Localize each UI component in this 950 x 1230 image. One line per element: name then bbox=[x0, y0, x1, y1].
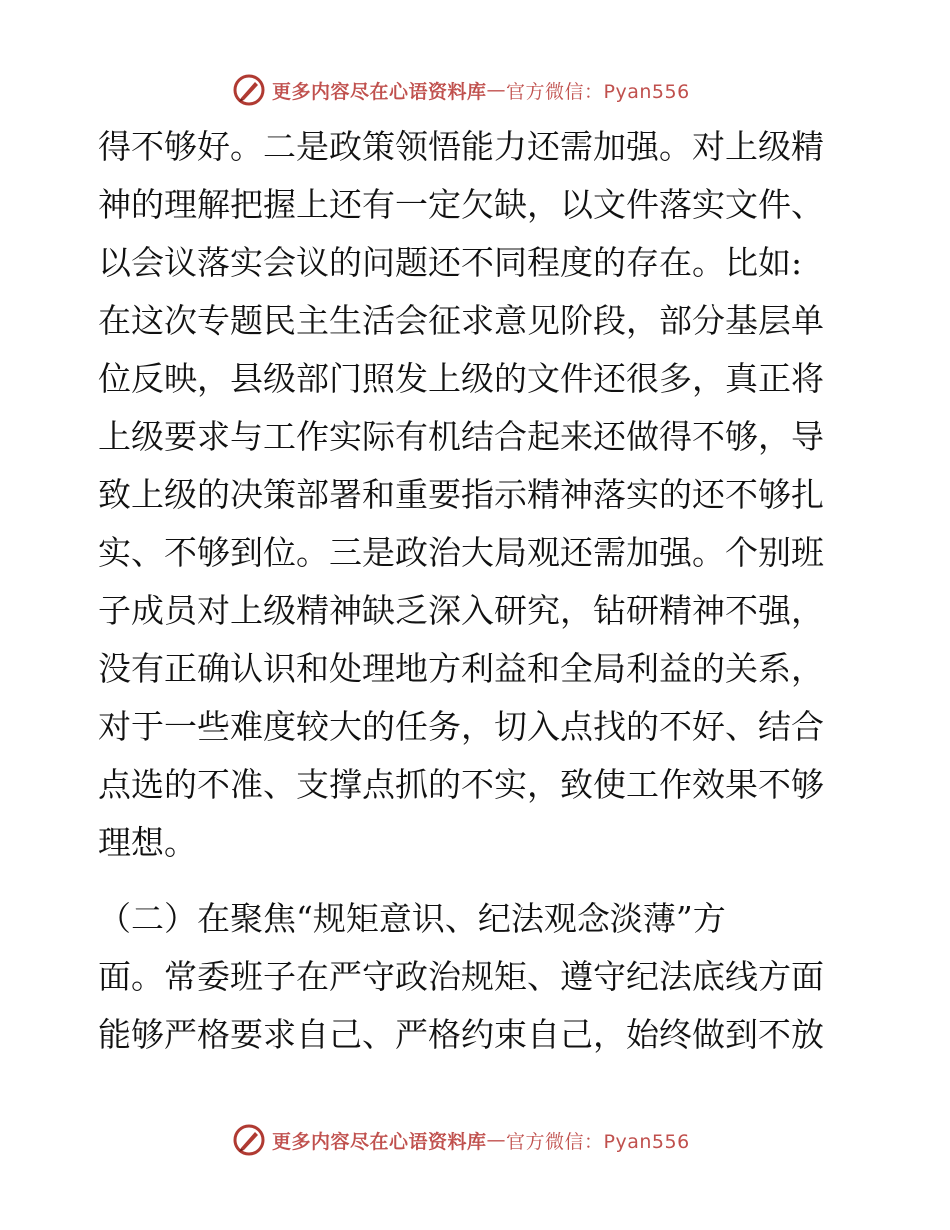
text-line: 上级要求与工作实际有机结合起来还做得不够，导 bbox=[98, 417, 824, 456]
paragraph-2 bbox=[98, 890, 858, 1064]
text-line: 致上级的决策部署和重要指示精神落实的还不够扎 bbox=[98, 475, 824, 514]
watermark-separator: — bbox=[486, 1129, 507, 1151]
text-line: 点选的不准、支撑点抓的不实，致使工作效果不够 bbox=[98, 765, 824, 804]
paragraph-1 bbox=[98, 118, 858, 872]
text-line: 对于一些难度较大的任务，切入点找的不好、结合 bbox=[98, 707, 824, 746]
text-line: 位反映，县级部门照发上级的文件还很多，真正将 bbox=[98, 359, 824, 398]
watermark-contact: 官方微信：Pyan556 bbox=[506, 1130, 690, 1153]
watermark-main-text: 更多内容尽在心语资料库 bbox=[272, 80, 487, 103]
text-line: 理想。 bbox=[98, 823, 197, 862]
text-line: 子成员对上级精神缺乏深入研究，钻研精神不强， bbox=[98, 591, 824, 630]
text-line: 神的理解把握上还有一定欠缺，以文件落实文件、 bbox=[98, 185, 824, 224]
pen-logo-icon bbox=[232, 1123, 266, 1157]
text-line: 实、不够到位。三是政治大局观还需加强。个别班 bbox=[98, 533, 824, 572]
watermark-contact: 官方微信：Pyan556 bbox=[506, 80, 690, 103]
footer-watermark bbox=[232, 1122, 690, 1158]
text-line: 能够严格要求自己、严格约束自己，始终做到不放 bbox=[98, 1015, 824, 1054]
watermark-separator: — bbox=[486, 79, 507, 101]
text-line: 没有正确认识和处理地方利益和全局利益的关系， bbox=[98, 649, 824, 688]
pen-logo-icon bbox=[232, 73, 266, 107]
text-line: 在这次专题民主生活会征求意见阶段，部分基层单 bbox=[98, 301, 824, 340]
text-line: 得不够好。二是政策领悟能力还需加强。对上级精 bbox=[98, 127, 824, 166]
watermark-main-text: 更多内容尽在心语资料库 bbox=[272, 1130, 487, 1153]
section-heading-line: （二）在聚焦“规矩意识、纪法观念淡薄”方 bbox=[98, 899, 726, 938]
text-line: 面。常委班子在严守政治规矩、遵守纪法底线方面 bbox=[98, 957, 824, 996]
header-watermark bbox=[232, 72, 690, 108]
document-body bbox=[98, 118, 858, 1064]
text-line: 以会议落实会议的问题还不同程度的存在。比如: bbox=[98, 243, 803, 282]
